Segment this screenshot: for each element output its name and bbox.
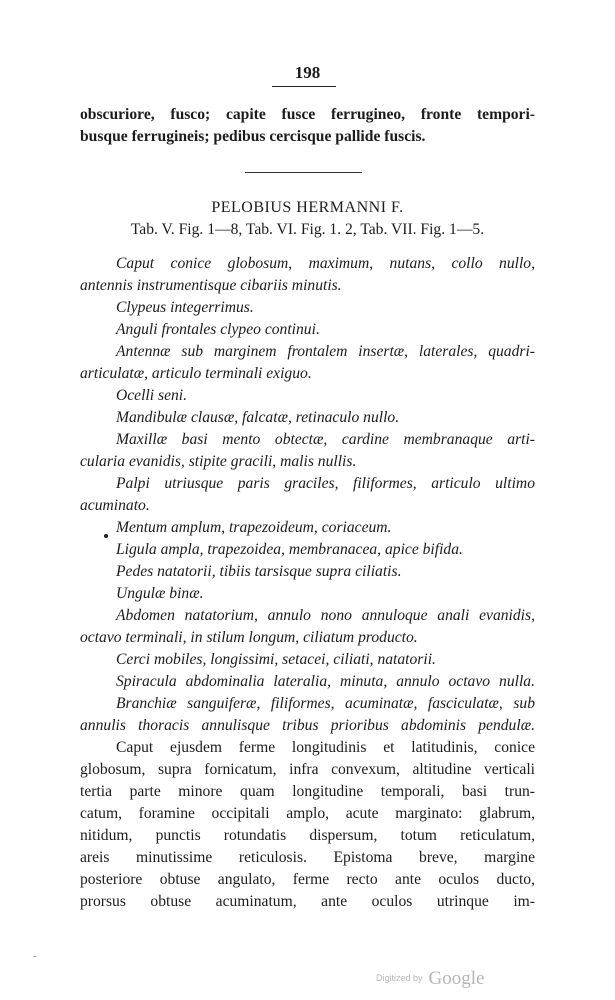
diagnosis-line: Ungulæ binæ. bbox=[116, 585, 204, 602]
section-divider bbox=[245, 172, 362, 173]
watermark-brand: Google bbox=[428, 968, 485, 989]
description-line: areis minutissime reticulosis. Epistoma breve, margine bbox=[80, 849, 535, 866]
ink-speck bbox=[104, 534, 108, 538]
diagnosis-line: acuminato. bbox=[80, 497, 150, 514]
diagnosis-line: articulatæ, articulo terminali exiguo. bbox=[80, 365, 312, 382]
diagnosis-line: Caput conice globosum, maximum, nutans, collo nullo, bbox=[116, 255, 535, 272]
diagnosis-line: Mentum amplum, trapezoideum, coriaceum. bbox=[116, 519, 392, 536]
diagnosis-line: Cerci mobiles, longissimi, setacei, ciliati, natatorii. bbox=[116, 651, 436, 668]
plate-references: Tab. V. Fig. 1—8, Tab. VI. Fig. 1. 2, Tab. VII. Fig. 1—5. bbox=[130, 221, 485, 238]
diagnosis-line: Anguli frontales clypeo continui. bbox=[116, 321, 320, 338]
species-title: PELOBIUS HERMANNI F. bbox=[211, 199, 404, 216]
diagnosis-line: antennis instrumentisque cibariis minutis. bbox=[80, 277, 342, 294]
description-line: catum, foramine occipitali amplo, acute marginato: glabrum, bbox=[80, 805, 535, 822]
description-line: prorsus obtuse acuminatum, ante oculos utrinque im- bbox=[80, 893, 535, 910]
diagnosis-line: Palpi utriusque paris graciles, filiformes, articulo ultimo bbox=[116, 475, 535, 492]
diagnosis-line: Pedes natatorii, tibiis tarsisque supra ciliatis. bbox=[116, 563, 402, 580]
diagnosis-line: Antennæ sub marginem frontalem insertæ, laterales, quadri- bbox=[116, 343, 535, 360]
intro-line: obscuriore, fusco; capite fusce ferrugineo, fronte tempori- bbox=[80, 106, 535, 123]
diagnosis-line: octavo terminali, in stilum longum, ciliatum producto. bbox=[80, 629, 418, 646]
description-line: tertia parte minore quam longitudine temporali, basi trun- bbox=[80, 783, 535, 800]
diagnosis-line: Clypeus integerrimus. bbox=[116, 299, 254, 316]
page-number: 198 bbox=[294, 63, 321, 82]
stray-ink-mark: ˜ bbox=[33, 955, 37, 966]
diagnosis-line: Ligula ampla, trapezoidea, membranacea, apice bifida. bbox=[116, 541, 463, 558]
page-number-underline bbox=[272, 86, 336, 87]
diagnosis-line: Mandibulæ clausæ, falcatæ, retinaculo nullo. bbox=[116, 409, 400, 426]
description-line: Caput ejusdem ferme longitudinis et latitudinis, conice bbox=[116, 739, 535, 756]
intro-line: busque ferrugineis; pedibus cercisque pallide fuscis. bbox=[80, 128, 426, 145]
diagnosis-line: Branchiæ sanguiferæ, filiformes, acuminatæ, fasciculatæ, sub bbox=[116, 695, 535, 712]
diagnosis-line: Abdomen natatorium, annulo nono annuloque anali evanidis, bbox=[116, 607, 535, 624]
digitized-watermark bbox=[376, 968, 484, 990]
description-line: posteriore obtuse angulato, ferme recto ante oculos ducto, bbox=[80, 871, 535, 888]
description-line: globosum, supra fornicatum, infra convexum, altitudine verticali bbox=[80, 761, 535, 778]
diagnosis-line: Ocelli seni. bbox=[116, 387, 188, 404]
diagnosis-line: Spiracula abdominalia lateralia, minuta, annulo octavo nulla. bbox=[116, 673, 535, 690]
description-line: nitidum, punctis rotundatis dispersum, totum reticulatum, bbox=[80, 827, 535, 844]
watermark-prefix: Digitized by bbox=[376, 973, 423, 983]
diagnosis-line: cularia evanidis, stipite gracili, malis nullis. bbox=[80, 453, 357, 470]
diagnosis-line: Maxillæ basi mento obtectæ, cardine membranaque arti- bbox=[116, 431, 535, 448]
diagnosis-line: annulis thoracis annulisque tribus prioribus abdominis pendulæ. bbox=[80, 717, 535, 734]
